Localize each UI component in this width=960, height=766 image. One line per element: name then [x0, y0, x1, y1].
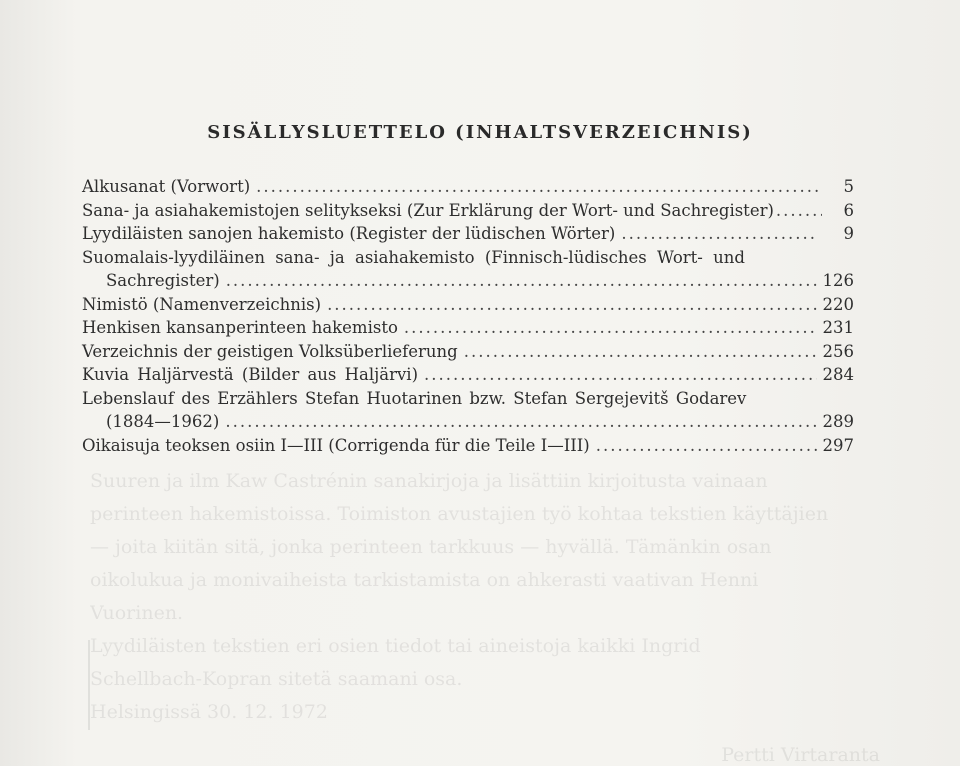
toc-page-number: 297 [822, 435, 854, 455]
toc-entry-title: Alkusanat (Vorwort) [82, 177, 251, 196]
toc-entry [82, 201, 854, 225]
toc-entry-first-line [82, 389, 854, 413]
dot-leader [424, 365, 816, 384]
toc-page-number: 9 [843, 224, 854, 243]
toc-page-number: 6 [843, 200, 854, 220]
bleed-line: Vuorinen. [90, 602, 184, 624]
dot-leader [256, 177, 818, 196]
toc-entry-title: Henkisen kansanperinteen hakemisto [82, 318, 398, 337]
toc-entry-first-line [82, 248, 854, 272]
toc-page-number: 220 [822, 294, 854, 314]
toc-entry-title: Suomalais-lyydiläinen sana- ja asiahakemisto (Finnisch-lüdisches Wort- und [82, 247, 745, 267]
toc-entry-title: Oikaisuja teoksen osiin I—III (Corrigenda für die Teile I—III) [82, 435, 590, 455]
toc-entry [82, 318, 854, 342]
toc-entry [82, 365, 854, 389]
toc-entry-title-continued: (1884—1962) [106, 412, 220, 431]
page-title: SISÄLLYSLUETTELO (INHALTSVERZEICHNIS) [207, 122, 753, 143]
toc-page-number: 256 [822, 341, 854, 361]
bleed-line: oikolukua ja monivaiheista tarkistamista on ahkerasti vaativan Henni [90, 569, 759, 591]
bleed-line: Schellbach-Kopran sitetä saamani osa. [90, 668, 463, 690]
bleed-line: — joita kiitän sitä, jonka perinteen tarkkuus — hyvällä. Tämänkin osan [90, 536, 772, 558]
dot-leader [621, 224, 818, 243]
dot-leader [596, 436, 817, 455]
toc-entry-title: Nimistö (Namenverzeichnis) [82, 294, 322, 314]
dot-leader [226, 271, 817, 290]
toc-entry-title: Verzeichnis der geistigen Volksüberlieferung [82, 341, 458, 361]
dot-leader [327, 295, 816, 314]
margin-mark [88, 640, 90, 730]
dot-leader [776, 201, 822, 220]
toc-page-number: 289 [822, 412, 854, 431]
dot-leader [225, 412, 816, 431]
toc-entry-title: Kuvia Haljärvestä (Bilder aus Haljärvi) [82, 365, 419, 384]
toc-entry-continuation [82, 271, 854, 295]
toc-page-number: 231 [822, 318, 854, 337]
toc-page-number: 5 [843, 177, 854, 196]
toc-entry [82, 342, 854, 366]
toc-entry-continuation [82, 412, 854, 436]
bleed-line: Suuren ja ilm Kaw Castrénin sanakirjoja ja lisättiin kirjoitusta vainaan [90, 470, 768, 492]
dot-leader [464, 342, 817, 361]
bleed-line: Lyydiläisten tekstien eri osien tiedot tai aineistoja kaikki Ingrid [90, 635, 701, 657]
dot-leader [404, 318, 817, 337]
toc-page-number: 126 [822, 271, 854, 290]
bleed-signature: Pertti Virtaranta [721, 744, 880, 766]
bleed-through-text [90, 465, 920, 766]
toc-entry-title: Lyydiläisten sanojen hakemisto (Register der lüdischen Wörter) [82, 224, 616, 243]
toc-entry-title-continued: Sachregister) [106, 271, 220, 290]
bleed-line: Helsingissä 30. 12. 1972 [90, 701, 328, 723]
toc-entry-title: Lebenslauf des Erzählers Stefan Huotarinen bzw. Stefan Sergejevitš Godarev [82, 388, 747, 408]
bleed-line: perinteen hakemistoissa. Toimiston avustajien työ kohtaa tekstien käyttäjien [90, 503, 829, 525]
table-of-contents [82, 177, 854, 459]
toc-entry [82, 295, 854, 319]
toc-page-number: 284 [822, 365, 854, 384]
toc-entry [82, 177, 854, 201]
toc-entry [82, 436, 854, 460]
toc-entry-title: Sana- ja asiahakemistojen selitykseksi (Zur Erklärung der Wort- und Sachregister) [82, 200, 774, 220]
toc-entry [82, 224, 854, 248]
